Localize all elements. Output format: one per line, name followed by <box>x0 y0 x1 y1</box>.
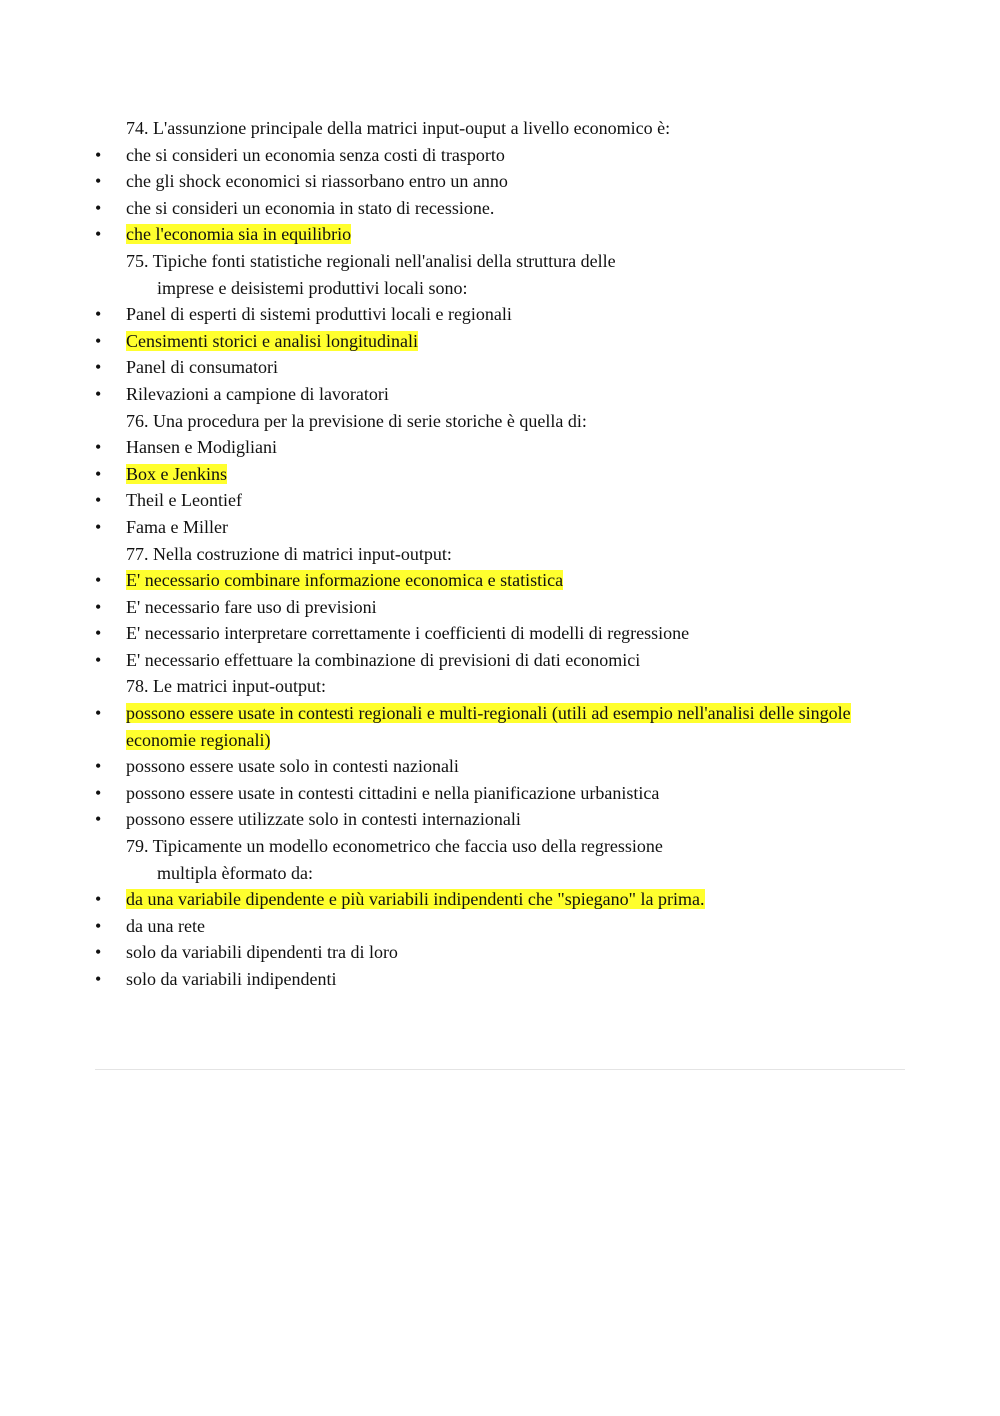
answer-option <box>95 966 905 993</box>
quiz-content <box>95 115 905 993</box>
bullet-icon: • <box>95 330 102 351</box>
bullet-icon: • <box>95 490 102 511</box>
answer-option <box>95 354 905 381</box>
bullet-icon: • <box>95 596 102 617</box>
answer-option <box>95 780 905 807</box>
bullet-icon: • <box>95 224 102 245</box>
answer-text: Panel di consumatori <box>126 357 278 378</box>
bullet-icon: • <box>95 383 102 404</box>
answer-text: che si consideri un economia in stato di recessione. <box>126 197 495 218</box>
answer-option-correct <box>95 700 905 753</box>
answer-text: Theil e Leontief <box>126 490 242 511</box>
answer-text: E' necessario interpretare correttamente i coefficienti di modelli di regressione <box>126 623 690 644</box>
question-line: 79. Tipicamente un modello econometrico che faccia uso della regressione <box>126 836 663 857</box>
question-text <box>95 408 905 435</box>
bullet-icon: • <box>95 649 102 670</box>
bullet-icon: • <box>95 304 102 325</box>
page-divider <box>95 1069 905 1070</box>
answer-option-correct <box>95 886 905 913</box>
answer-text: solo da variabili dipendenti tra di loro <box>126 942 398 963</box>
bullet-icon: • <box>95 915 102 936</box>
answer-option <box>95 195 905 222</box>
question-line: 75. Tipiche fonti statistiche regionali nell'analisi della struttura delle <box>126 250 616 271</box>
bullet-icon: • <box>95 357 102 378</box>
answer-option <box>95 594 905 621</box>
question-line: imprese e deisistemi produttivi locali sono: <box>157 277 468 298</box>
bullet-icon: • <box>95 197 102 218</box>
answer-text: Fama e Miller <box>126 516 228 537</box>
answer-text-highlighted: da una variabile dipendente e più variabili indipendenti che "spiegano" la prima. <box>126 889 705 910</box>
question-line: 74. L'assunzione principale della matrici input-ouput a livello economico è: <box>126 118 671 138</box>
answer-text: E' necessario fare uso di previsioni <box>126 596 377 617</box>
bullet-icon: • <box>95 809 102 830</box>
answer-text: possono essere utilizzate solo in contesti internazionali <box>126 809 521 830</box>
question-text <box>95 833 905 886</box>
bullet-icon: • <box>95 889 102 910</box>
bullet-icon: • <box>95 969 102 989</box>
answer-text-highlighted: che l'economia sia in equilibrio <box>126 224 352 245</box>
question-block-76 <box>95 408 905 541</box>
answer-option <box>95 620 905 647</box>
question-block-78 <box>95 673 905 833</box>
answer-option-correct <box>95 461 905 488</box>
question-text <box>95 115 905 142</box>
answer-text: E' necessario effettuare la combinazione di previsioni di dati economici <box>126 649 641 670</box>
bullet-icon: • <box>95 623 102 644</box>
bullet-icon: • <box>95 516 102 537</box>
answer-text: Panel di esperti di sistemi produttivi locali e regionali <box>126 304 512 325</box>
answer-option <box>95 647 905 674</box>
answer-text: possono essere usate solo in contesti nazionali <box>126 756 459 777</box>
answer-option-correct <box>95 567 905 594</box>
question-block-77 <box>95 541 905 674</box>
question-block-75 <box>95 248 905 408</box>
bullet-icon: • <box>95 570 102 591</box>
answer-text-highlighted: E' necessario combinare informazione economica e statistica <box>126 570 564 591</box>
answer-text: che si consideri un economia senza costi di trasporto <box>126 144 505 165</box>
question-line: 78. Le matrici input-output: <box>126 676 326 697</box>
answer-option <box>95 381 905 408</box>
answer-text: da una rete <box>126 915 205 936</box>
question-line: multipla èformato da: <box>157 862 313 883</box>
answer-option <box>95 142 905 169</box>
answer-text: solo da variabili indipendenti <box>126 969 337 989</box>
question-text <box>95 673 905 700</box>
answer-option <box>95 913 905 940</box>
answer-option <box>95 168 905 195</box>
bullet-icon: • <box>95 171 102 192</box>
answer-text: possono essere usate in contesti cittadini e nella pianificazione urbanistica <box>126 782 660 803</box>
bullet-icon: • <box>95 144 102 165</box>
answer-option <box>95 301 905 328</box>
question-line: 77. Nella costruzione di matrici input-output: <box>126 543 452 564</box>
answer-options <box>95 434 905 540</box>
bullet-icon: • <box>95 942 102 963</box>
answer-options <box>95 142 905 248</box>
answer-text-highlighted: Censimenti storici e analisi longitudinali <box>126 330 418 351</box>
bullet-icon: • <box>95 756 102 777</box>
answer-option <box>95 939 905 966</box>
answer-text: Hansen e Modigliani <box>126 437 277 458</box>
question-text <box>95 541 905 568</box>
answer-option-correct <box>95 328 905 355</box>
answer-option <box>95 514 905 541</box>
answer-option <box>95 434 905 461</box>
answer-text-highlighted: possono essere usate in contesti regionali e multi-regionali (utili ad esempio nell'analisi delle singole economie regionali) <box>126 703 851 750</box>
bullet-icon: • <box>95 782 102 803</box>
answer-option <box>95 487 905 514</box>
answer-options <box>95 301 905 407</box>
answer-text-highlighted: Box e Jenkins <box>126 463 227 484</box>
bullet-icon: • <box>95 437 102 458</box>
bullet-icon: • <box>95 703 102 724</box>
question-block-74 <box>95 115 905 248</box>
bullet-icon: • <box>95 463 102 484</box>
question-text <box>95 248 905 301</box>
answer-option-correct <box>95 221 905 248</box>
answer-text: che gli shock economici si riassorbano entro un anno <box>126 171 508 192</box>
answer-option <box>95 753 905 780</box>
answer-option <box>95 806 905 833</box>
answer-options <box>95 886 905 992</box>
question-line: 76. Una procedura per la previsione di serie storiche è quella di: <box>126 410 587 431</box>
answer-text: Rilevazioni a campione di lavoratori <box>126 383 389 404</box>
answer-options <box>95 567 905 673</box>
question-block-79 <box>95 833 905 993</box>
answer-options <box>95 700 905 833</box>
